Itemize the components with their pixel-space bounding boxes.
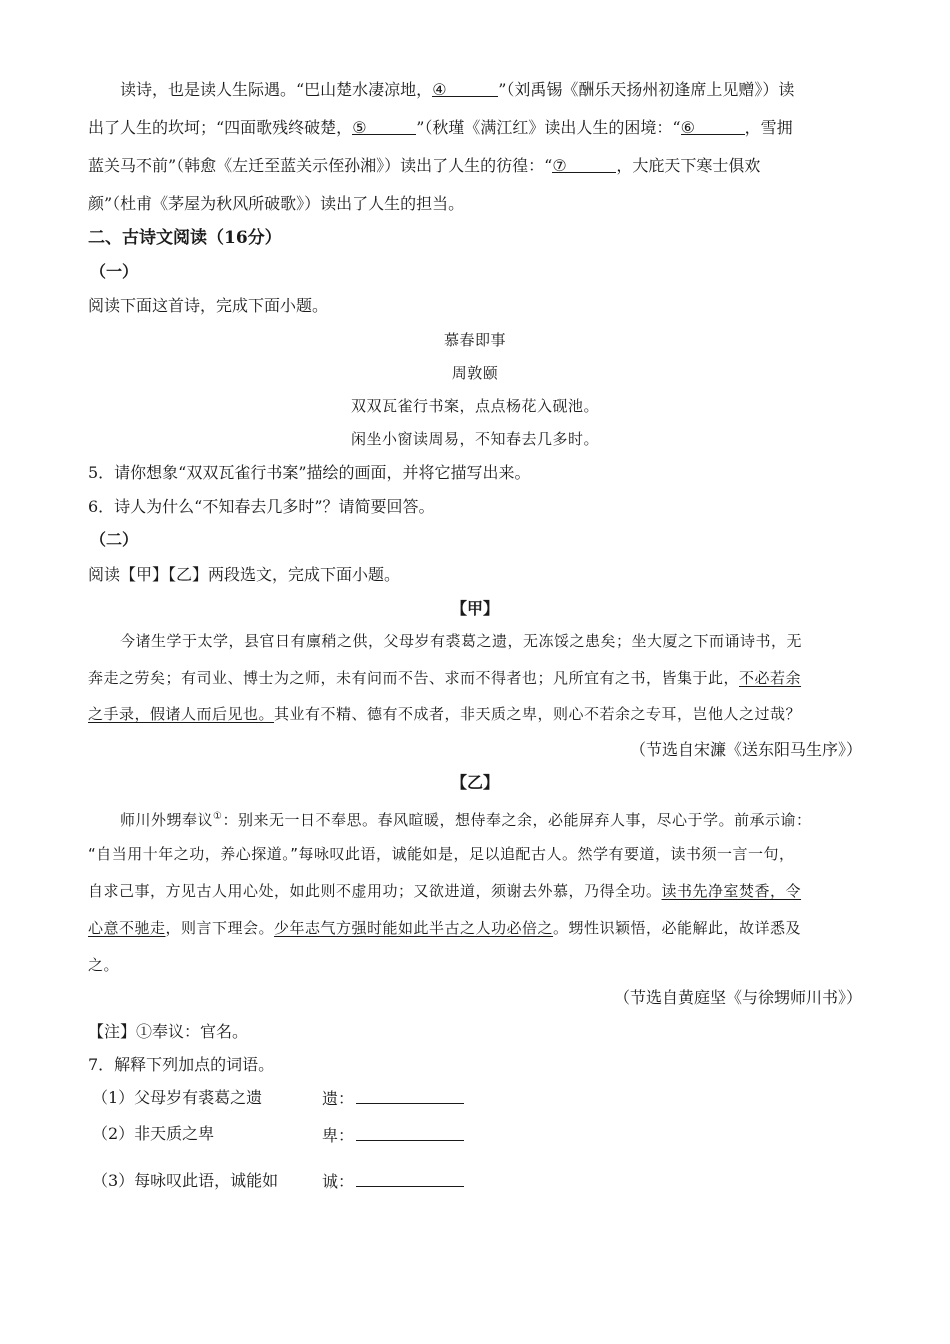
- answer-blank-1[interactable]: [356, 1089, 464, 1104]
- text-span: 蓝关马不前”（韩愈《左迁至蓝关示侄孙湘》）读出了人生的彷徨：“: [88, 156, 553, 175]
- answer-label: 遗：: [322, 1089, 355, 1108]
- part-1-label: （一）: [90, 262, 139, 281]
- part-2-instruction: 阅读【甲】【乙】两段选文，完成下面小题。: [88, 565, 401, 584]
- passage-yi-line-1: [120, 807, 862, 830]
- blank-marker-5: ⑤: [352, 118, 367, 137]
- question-6: 6．诗人为什么“不知春去几多时”？请简要回答。: [88, 497, 435, 516]
- question-5: 5．请你想象“双双瓦雀行书案”描绘的画面，并将它描写出来。: [88, 463, 531, 482]
- text-span: 其业有不精、德有不成者，非天质之卑，则心不若余之专耳，岂他人之过哉？: [274, 705, 802, 723]
- text-span: 出了人生的坎坷；“四面歌残终破楚，: [88, 118, 353, 137]
- footnote: 【注】①奉议：官名。: [88, 1022, 249, 1041]
- blank-marker-4: ④: [432, 80, 447, 99]
- blank-marker-7: ⑦: [552, 156, 567, 175]
- poem-fill-line-2: [88, 118, 862, 138]
- passage-jia-line-3: [88, 704, 862, 724]
- passage-jia-line-1: 今诸生学于太学，县官日有廪稍之供，父母岁有裘葛之遗，无冻馁之患矣；坐大厦之下而诵诗书，无: [120, 632, 803, 650]
- passage-yi-line-5: 之。: [88, 956, 120, 974]
- underlined-sentence: 之手录，假诸人而后见也。: [88, 705, 275, 723]
- text-span: ，雪拥: [744, 118, 793, 137]
- q7-item-3-text: （3）每咏叹此语，诚能如: [92, 1171, 279, 1190]
- text-span: 读诗，也是读人生际遇。“巴山楚水凄凉地，: [120, 80, 433, 99]
- text-span: 自求己事，方见古人用心处，如此则不虚用功；又欲进道，须谢去外慕，乃得全功。: [88, 882, 662, 900]
- q7-item-1-answer: [322, 1089, 464, 1109]
- text-span: ，则言下理会。: [165, 919, 275, 937]
- passage-jia-line-2: [88, 668, 862, 688]
- text-span: ”（刘禹锡《酬乐天扬州初逢席上见赠》）读: [498, 80, 795, 99]
- q7-item-3-answer: [322, 1172, 464, 1192]
- passage-yi-line-3: [88, 881, 862, 901]
- text-span: ，大庇天下寒士俱欢: [616, 156, 761, 175]
- footnote-marker: ①: [213, 811, 223, 822]
- poem-fill-line-3: [88, 156, 862, 176]
- question-7-stem: 7．解释下列加点的词语。: [88, 1055, 275, 1074]
- underlined-sentence: 读书先净室焚香，令: [661, 882, 802, 900]
- underlined-sentence: 不必若余: [739, 669, 802, 687]
- passage-yi-label: 【乙】: [450, 773, 499, 792]
- poem-author: 周敦颐: [451, 364, 499, 382]
- q7-item-1-text: （1）父母岁有裘葛之遗: [92, 1088, 263, 1107]
- poem-line-2: 闲坐小窗读周易，不知春去几多时。: [350, 430, 599, 448]
- passage-yi-line-4: [88, 918, 862, 938]
- passage-yi-source: （节选自黄庭坚《与徐甥师川书》）: [613, 988, 862, 1007]
- answer-blank-2[interactable]: [356, 1126, 464, 1141]
- poem-line-1: 双双瓦雀行书案，点点杨花入砚池。: [350, 397, 599, 415]
- answer-blank-3[interactable]: [356, 1172, 464, 1187]
- blank-7[interactable]: [552, 156, 616, 173]
- part-2-label: （二）: [90, 530, 139, 549]
- text-span: 师川外甥奉议: [120, 811, 214, 829]
- part-1-instruction: 阅读下面这首诗，完成下面小题。: [88, 296, 329, 315]
- q7-item-2-text: （2）非天质之卑: [92, 1124, 215, 1143]
- passage-yi-line-2: “自当用十年之功，养心探道。”每咏叹此语，诚能如是，足以追配古人。然学有要道，读书须一言一句，: [88, 845, 795, 863]
- underlined-sentence: 心意不驰走: [88, 919, 166, 937]
- q7-item-2-answer: [322, 1126, 464, 1146]
- section-2-heading: 二、古诗文阅读（16分）: [88, 228, 282, 248]
- answer-label: 诚：: [322, 1172, 355, 1191]
- text-span: 奔走之劳矣；有司业、博士为之师，未有问而不告、求而不得者也；凡所宜有之书，皆集于此，: [88, 669, 740, 687]
- answer-label: 卑：: [322, 1126, 355, 1145]
- blank-5[interactable]: [352, 118, 416, 135]
- blank-4[interactable]: [432, 80, 498, 97]
- poem-title: 慕春即事: [443, 331, 506, 349]
- blank-6[interactable]: [681, 118, 745, 135]
- blank-marker-6: ⑥: [680, 118, 695, 137]
- text-span: 。甥性识颖悟，必能解此，故详悉及: [553, 919, 802, 937]
- text-span: ”（秋瑾《满江红》读出人生的困境：“: [416, 118, 681, 137]
- poem-fill-line-4: 颜”（杜甫《茅屋为秋风所破歌》）读出了人生的担当。: [88, 194, 465, 213]
- text-span: ：别来无一日不奉思。春风暄暖，想侍奉之余，必能屏弃人事，尽心于学。前承示谕：: [222, 811, 812, 829]
- poem-fill-line-1: [120, 80, 862, 100]
- underlined-sentence: 少年志气方强时能如此半古之人功必倍之: [274, 919, 554, 937]
- passage-jia-source: （节选自宋濂《送东阳马生序》）: [629, 740, 862, 759]
- passage-jia-label: 【甲】: [450, 599, 499, 618]
